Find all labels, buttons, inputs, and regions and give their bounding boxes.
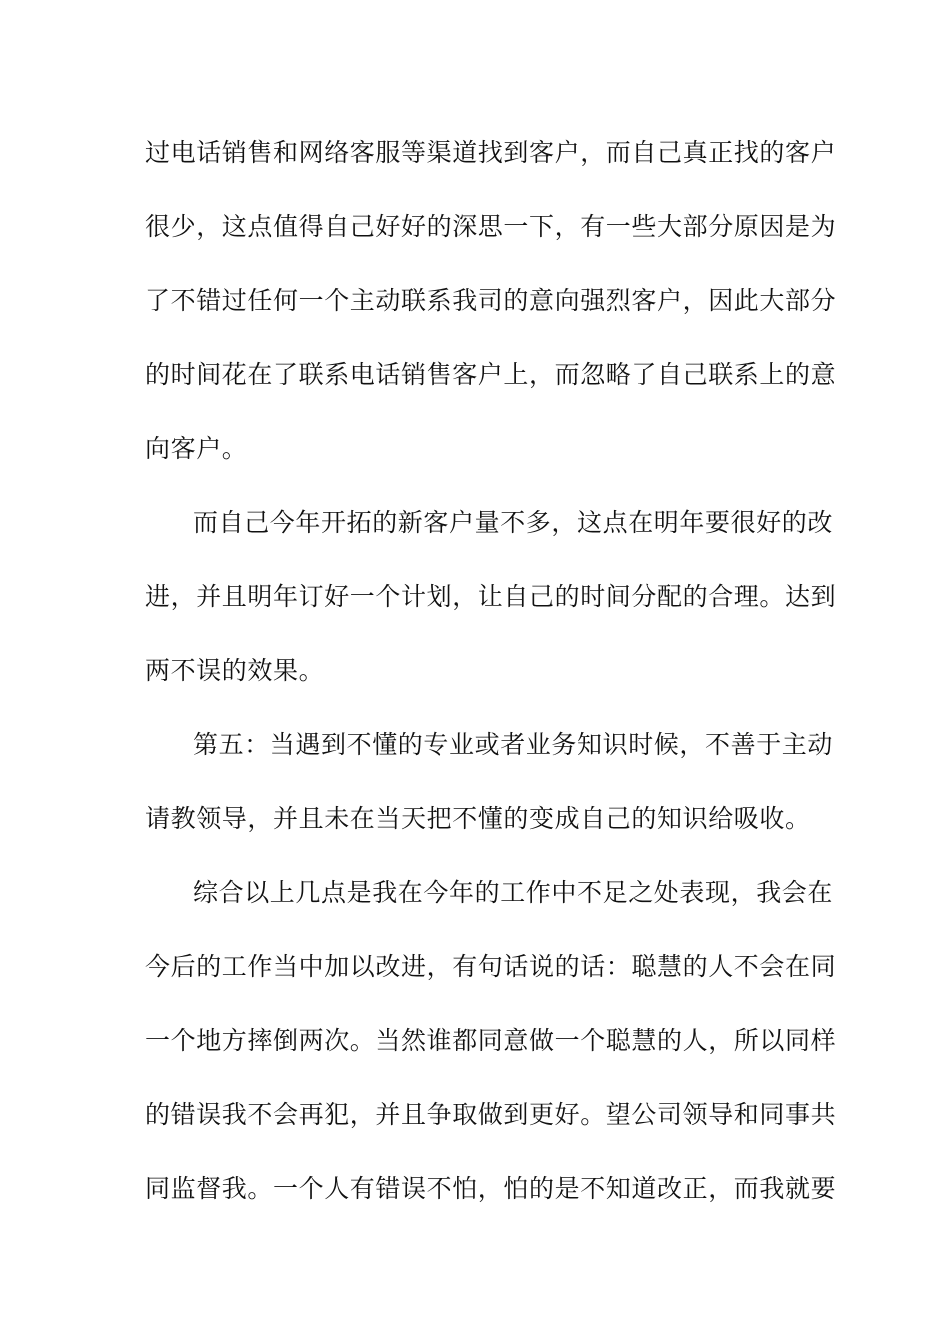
paragraph-start-line: 而自己今年开拓的新客户量不多，这点在明年要很好的改 (193, 508, 834, 537)
text-line: 同监督我。一个人有错误不怕，怕的是不知道改正，而我就要 (145, 1174, 837, 1203)
text-line: 进，并且明年订好一个计划，让自己的时间分配的合理。达到 (145, 582, 837, 611)
text-line: 两不误的效果。 (145, 656, 325, 685)
text-line: 过电话销售和网络客服等渠道找到客户，而自己真正找的客户 (145, 138, 837, 167)
text-line: 很少，这点值得自己好好的深思一下，有一些大部分原因是为 (145, 212, 837, 241)
paragraph-start-line: 第五：当遇到不懂的专业或者业务知识时候，不善于主动 (193, 730, 834, 759)
text-line: 的错误我不会再犯，并且争取做到更好。望公司领导和同事共 (145, 1100, 837, 1129)
text-line: 请教领导，并且未在当天把不懂的变成自己的知识给吸收。 (145, 804, 811, 833)
paragraph-start-line: 综合以上几点是我在今年的工作中不足之处表现，我会在 (193, 878, 834, 907)
text-line: 向客户。 (145, 434, 248, 463)
text-line: 的时间花在了联系电话销售客户上，而忽略了自己联系上的意 (145, 360, 837, 389)
text-line: 了不错过任何一个主动联系我司的意向强烈客户，因此大部分 (145, 286, 837, 315)
text-line: 一个地方摔倒两次。当然谁都同意做一个聪慧的人，所以同样 (145, 1026, 837, 1055)
text-line: 今后的工作当中加以改进，有句话说的话：聪慧的人不会在同 (145, 952, 837, 981)
